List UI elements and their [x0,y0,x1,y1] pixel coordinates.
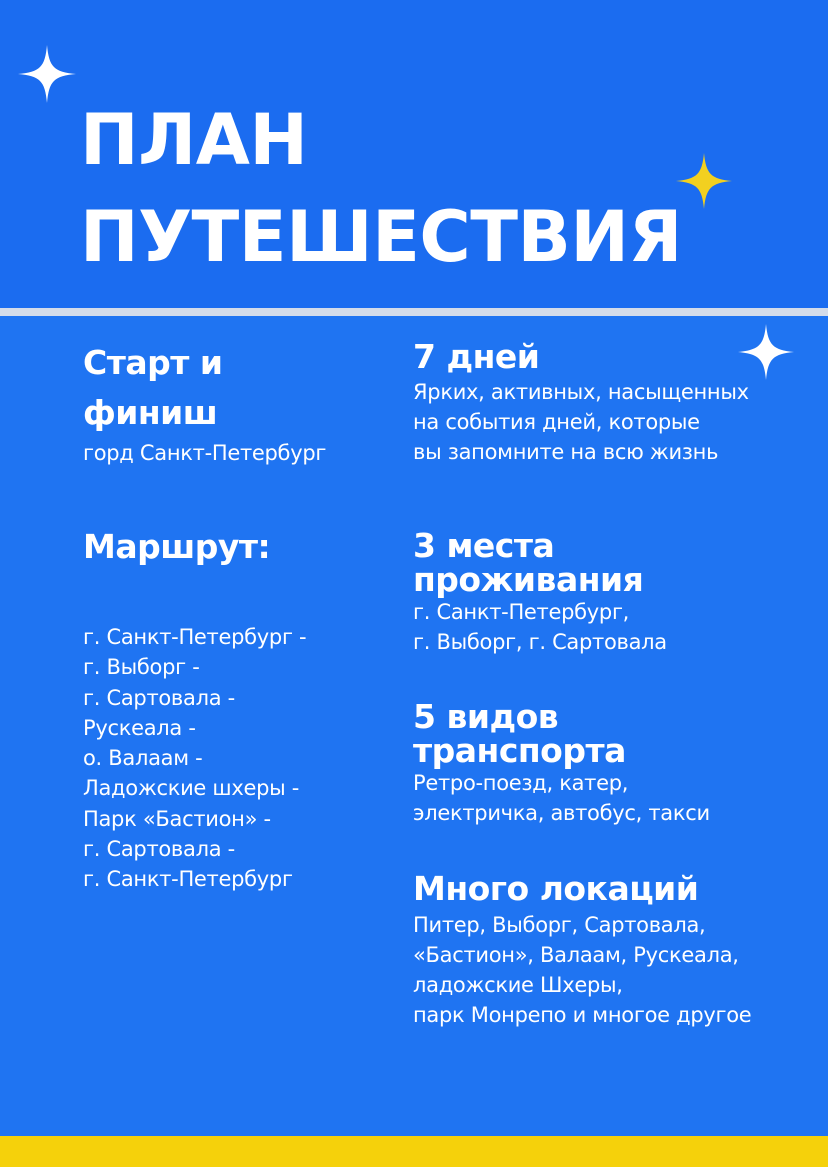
locations-text-line: Питер, Выборг, Сартовала, [413,913,706,937]
stays-section [413,526,667,657]
start-finish-city: горд Санкт-Петербург [83,441,327,465]
transport-text-line: Ретро-поезд, катер, [413,771,629,795]
white-sparkle-icon [18,45,76,103]
route-stop: Ладожские шхеры - [83,776,300,801]
days-section [413,337,749,467]
page-title-line-2: ПУТЕШЕСТВИЯ [80,196,682,278]
route-stop: г. Сартовала - [83,837,235,862]
route-stop: г. Сартовала - [83,685,235,710]
header-divider [0,308,828,316]
locations-text-line: «Бастион», Валаам, Рускеала, [413,943,739,967]
stays-text-line: г. Выборг, г. Сартовала [413,630,667,654]
days-text-line: Ярких, активных, насыщенных [413,380,749,404]
stays-heading-line-2: проживания [413,560,644,599]
transport-heading-line-2: транспорта [413,731,626,770]
locations-section [413,868,751,1030]
start-finish-section [83,338,326,468]
route-stop: Рускеала - [83,715,196,740]
transport-heading-line-1: 5 видов [413,697,559,736]
route-stop: Парк «Бастион» - [83,806,271,831]
route-stop: г. Выборг - [83,655,200,680]
locations-text-line: парк Монрепо и многое другое [413,1003,752,1027]
locations-text-line: ладожские Шхеры, [413,973,623,997]
route-list [83,622,306,895]
locations-heading: Много локаций [413,869,699,908]
start-finish-heading-line-1: Старт и [83,343,223,382]
yellow-bottom-stripe [0,1136,828,1167]
route-stop: г. Санкт-Петербург [83,867,293,892]
stays-text-line: г. Санкт-Петербург, [413,600,630,624]
route-stop: о. Валаам - [83,746,203,771]
transport-text-line: электричка, автобус, такси [413,801,710,825]
stays-heading-line-1: 3 места [413,526,555,565]
transport-section [413,697,710,828]
days-heading: 7 дней [413,337,540,376]
yellow-sparkle-icon [676,153,732,209]
route-stop: г. Санкт-Петербург - [83,625,307,649]
days-text-line: вы запомните на всю жизнь [413,440,719,464]
days-text-line: на события дней, которые [413,410,700,434]
route-heading: Маршрут: [83,527,271,566]
route-section [83,527,306,895]
start-finish-heading-line-2: финиш [83,393,218,432]
page-title-line-1: ПЛАН [80,99,308,181]
